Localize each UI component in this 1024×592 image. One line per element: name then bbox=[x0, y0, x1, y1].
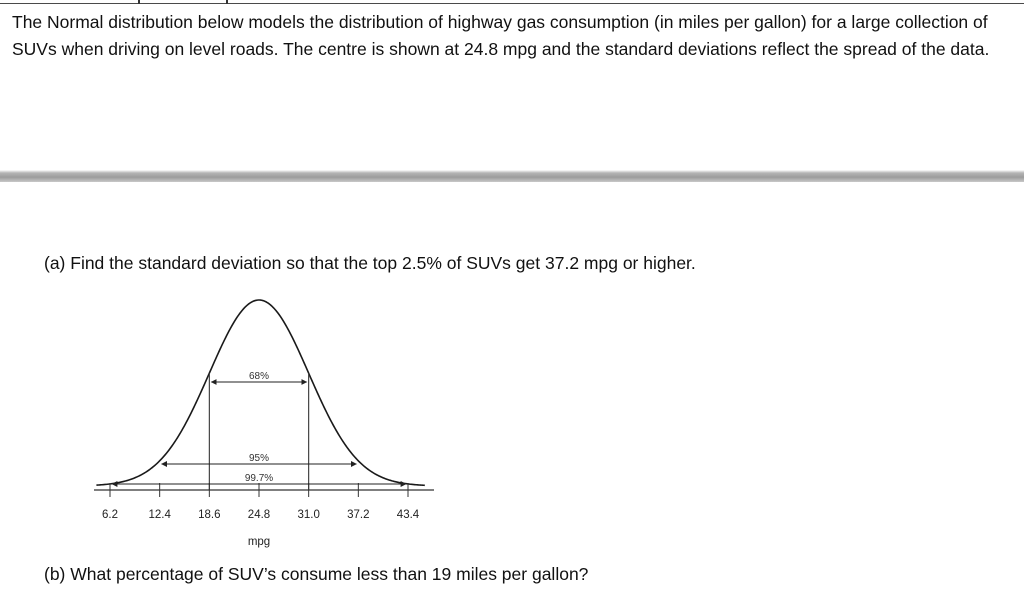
x-tick-label: 18.6 bbox=[198, 509, 221, 521]
x-tick-label: 37.2 bbox=[347, 509, 370, 521]
interval-label: 99.7% bbox=[244, 473, 274, 484]
top-rule bbox=[0, 3, 1024, 4]
interval-label: 68% bbox=[248, 371, 270, 382]
section-separator bbox=[0, 170, 1024, 182]
top-tick-mark bbox=[226, 0, 228, 4]
top-tick-mark bbox=[138, 0, 140, 4]
normal-distribution-figure bbox=[86, 292, 446, 554]
x-tick-label: 12.4 bbox=[148, 509, 171, 521]
problem-intro: The Normal distribution below models the distribution of highway gas consumption (in miles per gallon) for a large collection of SUVs when driving on level roads. The centre is shown at 24.8 mpg and the standard deviations reflect the spread of the data. bbox=[12, 12, 990, 59]
x-tick-label: 43.4 bbox=[396, 509, 420, 521]
x-tick-label: 6.2 bbox=[102, 509, 118, 521]
x-tick-label: 24.8 bbox=[247, 509, 271, 521]
question-part-b: (b) What percentage of SUV’s consume less than 19 miles per gallon? bbox=[44, 564, 589, 584]
normal-curve-chart bbox=[86, 292, 446, 554]
question-part-a: (a) Find the standard deviation so that the top 2.5% of SUVs get 37.2 mpg or higher. bbox=[44, 253, 696, 273]
x-tick-label: 31.0 bbox=[297, 509, 320, 521]
interval-label: 95% bbox=[248, 453, 270, 464]
x-axis-label: mpg bbox=[247, 536, 271, 548]
